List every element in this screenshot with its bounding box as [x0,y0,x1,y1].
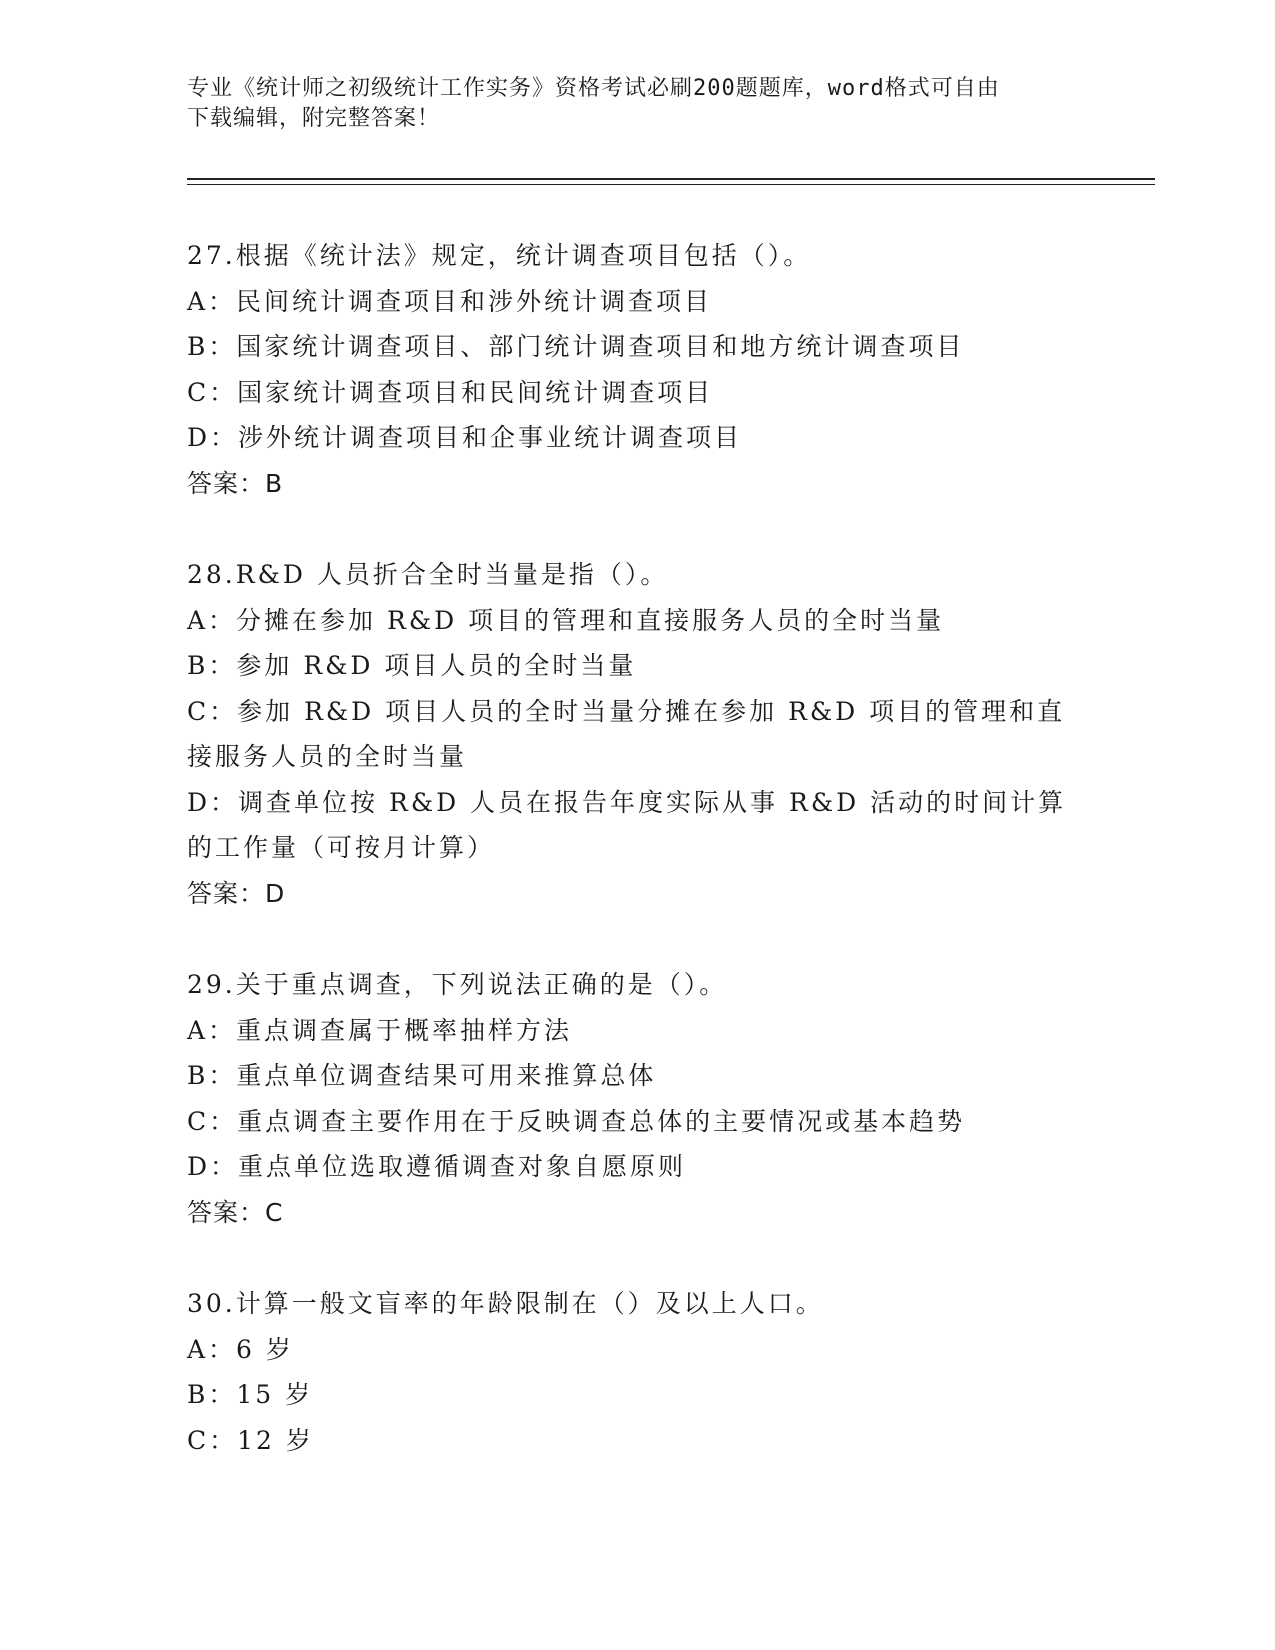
option-b: B：国家统计调查项目、部门统计调查项目和地方统计调查项目 [187,332,965,361]
question-27 [187,233,1087,506]
answer-label: 答案：D [187,878,286,908]
option-a: A：分摊在参加 R&D 项目的管理和直接服务人员的全时当量 [187,605,945,635]
question-stem: 27.根据《统计法》规定，统计调查项目包括（）。 [187,241,812,270]
option-d: D：涉外统计调查项目和企事业统计调查项目 [187,423,743,452]
question-stem: 28.R&D 人员折合全时当量是指（）。 [187,560,669,589]
option-d: D：重点单位选取遵循调查对象自愿原则 [187,1152,687,1181]
option-c: C：12 岁 [187,1425,314,1455]
question-30 [187,1281,1087,1463]
header-line-2: 下载编辑，附完整答案！ [187,106,441,131]
header-divider-thin [187,184,1155,185]
question-stem: 29.关于重点调查，下列说法正确的是（）。 [187,970,728,999]
option-b: B：15 岁 [187,1380,314,1409]
option-a: A：民间统计调查项目和涉外统计调查项目 [187,286,713,316]
option-d: D：调查单位按 R&D 人员在报告年度实际从事 R&D 活动的时间计算的工作量（可按月计算） [187,787,1067,862]
option-a: A：6 岁 [187,1334,294,1364]
option-c: C：国家统计调查项目和民间统计调查项目 [187,377,714,407]
option-b: B：重点单位调查结果可用来推算总体 [187,1061,657,1090]
answer-label: 答案：C [187,1197,284,1227]
header-line-1: 专业《统计师之初级统计工作实务》资格考试必刷200题题库，word格式可自由 [187,76,1000,101]
question-28 [187,552,1087,916]
header-divider-thick [187,178,1155,180]
question-list [187,233,1087,1509]
option-c: C：重点调查主要作用在于反映调查总体的主要情况或基本趋势 [187,1106,966,1136]
question-stem: 30.计算一般文盲率的年龄限制在（）及以上人口。 [187,1289,824,1318]
option-b: B：参加 R&D 项目人员的全时当量 [187,651,637,680]
document-header [187,74,1087,134]
question-29 [187,962,1087,1235]
option-c: C：参加 R&D 项目人员的全时当量分摊在参加 R&D 项目的管理和直接服务人员的全时当量 [187,696,1066,771]
answer-label: 答案：B [187,468,284,498]
option-a: A：重点调查属于概率抽样方法 [187,1015,573,1045]
